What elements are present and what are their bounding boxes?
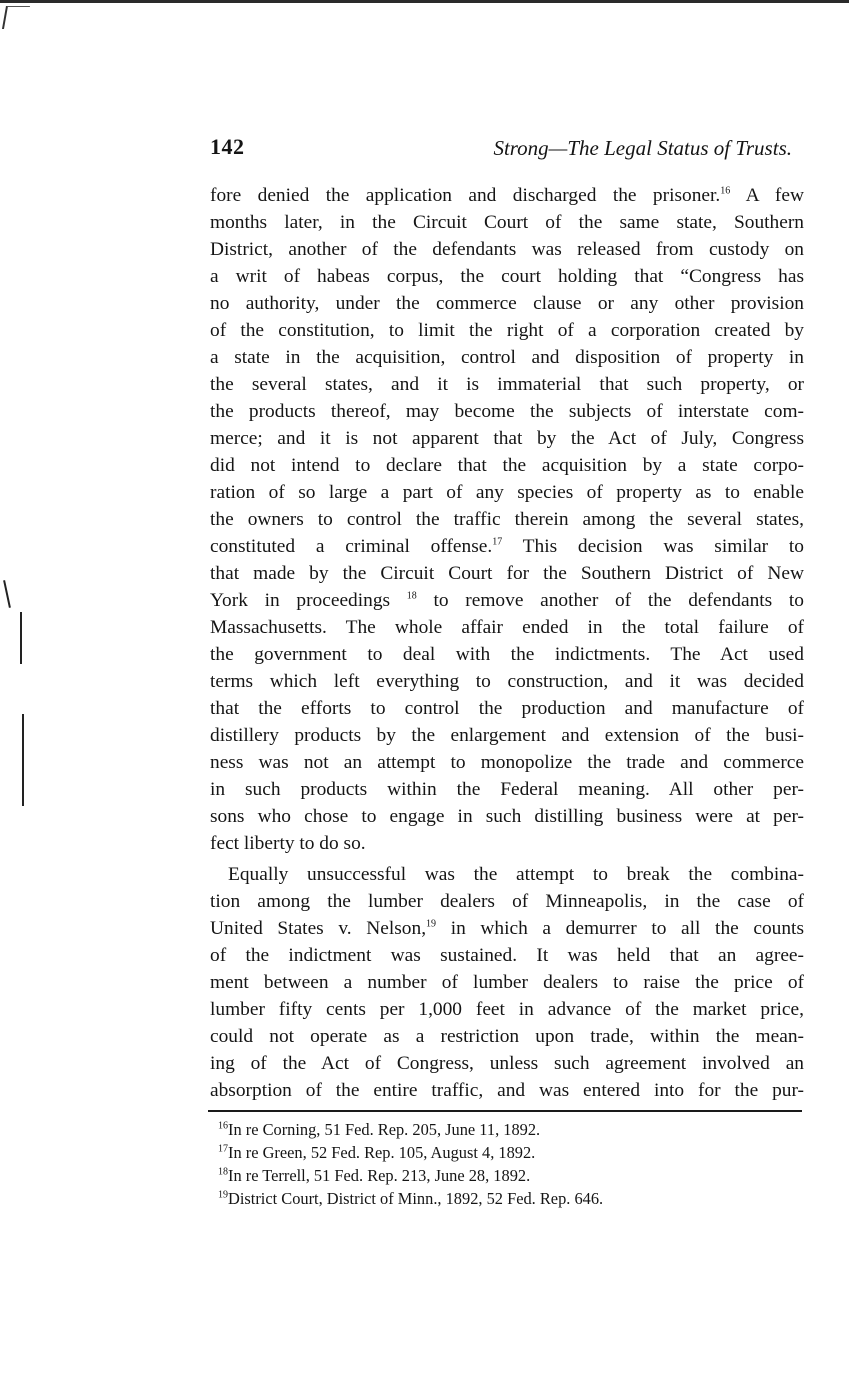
- text-line: that the efforts to control the production and manufacture of: [210, 698, 804, 719]
- scan-top-edge: [0, 0, 849, 3]
- text-line: ness was not an attempt to monopolize the trade and commerce: [210, 752, 804, 773]
- text-line: fore denied the application and discharged the prisoner.$^{16}$ A few: [210, 185, 804, 206]
- text-line: terms which left everything to construction, and it was decided: [210, 671, 804, 692]
- text-line: absorption of the entire traffic, and was entered into for the pur-: [210, 1080, 804, 1101]
- text-line: the several states, and it is immaterial that such property, or: [210, 374, 804, 395]
- text-line: ration of so large a part of any species of property as to enable: [210, 482, 804, 503]
- text-line: York in proceedings $^{18}$ to remove another of the defendants to: [210, 590, 804, 611]
- text-line: lumber fifty cents per 1,000 feet in advance of the market price,: [210, 999, 804, 1020]
- footnote-number: 17: [218, 1143, 228, 1155]
- margin-mark: [20, 612, 22, 664]
- text-line: a writ of habeas corpus, the court holding that “Congress has: [210, 266, 804, 287]
- page-header: [210, 132, 806, 164]
- text-line: the government to deal with the indictments. The Act used: [210, 644, 804, 665]
- text-line: District, another of the defendants was released from custody on: [210, 239, 804, 260]
- text-line: months later, in the Circuit Court of the same state, Southern: [210, 212, 804, 233]
- footnote-number: 19: [218, 1189, 228, 1201]
- footnote-ref: 17: [492, 536, 503, 548]
- footnote-ref: 19: [426, 918, 437, 930]
- footnote: $^{16}$In re Corning, 51 Fed. Rep. 205, June 11, 1892.: [218, 1120, 541, 1139]
- footnote-number: 18: [218, 1166, 228, 1178]
- footnote-number: 16: [218, 1120, 228, 1132]
- text-line: in such products within the Federal meaning. All other per-: [210, 779, 804, 800]
- text-line: of the indictment was sustained. It was held that an agree-: [210, 945, 804, 966]
- text-line: did not intend to declare that the acquisition by a state corpo-: [210, 455, 804, 476]
- footnote: $^{17}$In re Green, 52 Fed. Rep. 105, August 4, 1892.: [218, 1143, 536, 1162]
- text-line: fect liberty to do so.: [210, 833, 366, 854]
- text-line: United States v. Nelson,$^{19}$ in which a demurrer to all the counts: [210, 918, 804, 939]
- text-line: constituted a criminal offense.$^{17}$ This decision was similar to: [210, 536, 804, 557]
- footnote-ref: 16: [720, 185, 731, 197]
- page-number: 142: [210, 134, 245, 159]
- footnote-rule: [208, 1110, 802, 1112]
- text-line: Equally unsuccessful was the attempt to break the combina-: [228, 864, 804, 885]
- text-line: the owners to control the traffic therein among the several states,: [210, 509, 804, 530]
- text-line: sons who chose to engage in such distilling business were at per-: [210, 806, 804, 827]
- text-line: tion among the lumber dealers of Minneapolis, in the case of: [210, 891, 804, 912]
- text-line: no authority, under the commerce clause or any other provision: [210, 293, 804, 314]
- text-line: of the constitution, to limit the right of a corporation created by: [210, 320, 804, 341]
- footnote: $^{18}$In re Terrell, 51 Fed. Rep. 213, June 28, 1892.: [218, 1166, 531, 1185]
- running-title: Strong—The Legal Status of Trusts.: [493, 136, 792, 160]
- text-line: could not operate as a restriction upon trade, within the mean-: [210, 1026, 804, 1047]
- text-line: that made by the Circuit Court for the Southern District of New: [210, 563, 804, 584]
- text-line: distillery products by the enlargement and extension of the busi-: [210, 725, 804, 746]
- footnotes: [218, 1118, 778, 1210]
- text-line: Massachusetts. The whole affair ended in the total failure of: [210, 617, 804, 638]
- text-line: ment between a number of lumber dealers to raise the price of: [210, 972, 804, 993]
- footnote: $^{19}$District Court, District of Minn., 1892, 52 Fed. Rep. 646.: [218, 1189, 604, 1208]
- footnote-ref: 18: [406, 590, 417, 602]
- text-line: a state in the acquisition, control and disposition of property in: [210, 347, 804, 368]
- text-line: ing of the Act of Congress, unless such agreement involved an: [210, 1053, 804, 1074]
- text-line: merce; and it is not apparent that by the Act of July, Congress: [210, 428, 804, 449]
- text-line: the products thereof, may become the subjects of interstate com-: [210, 401, 804, 422]
- body-text: [210, 182, 804, 1104]
- margin-mark: [3, 580, 11, 608]
- scan-corner-mark: [2, 6, 30, 29]
- margin-mark: [22, 714, 24, 806]
